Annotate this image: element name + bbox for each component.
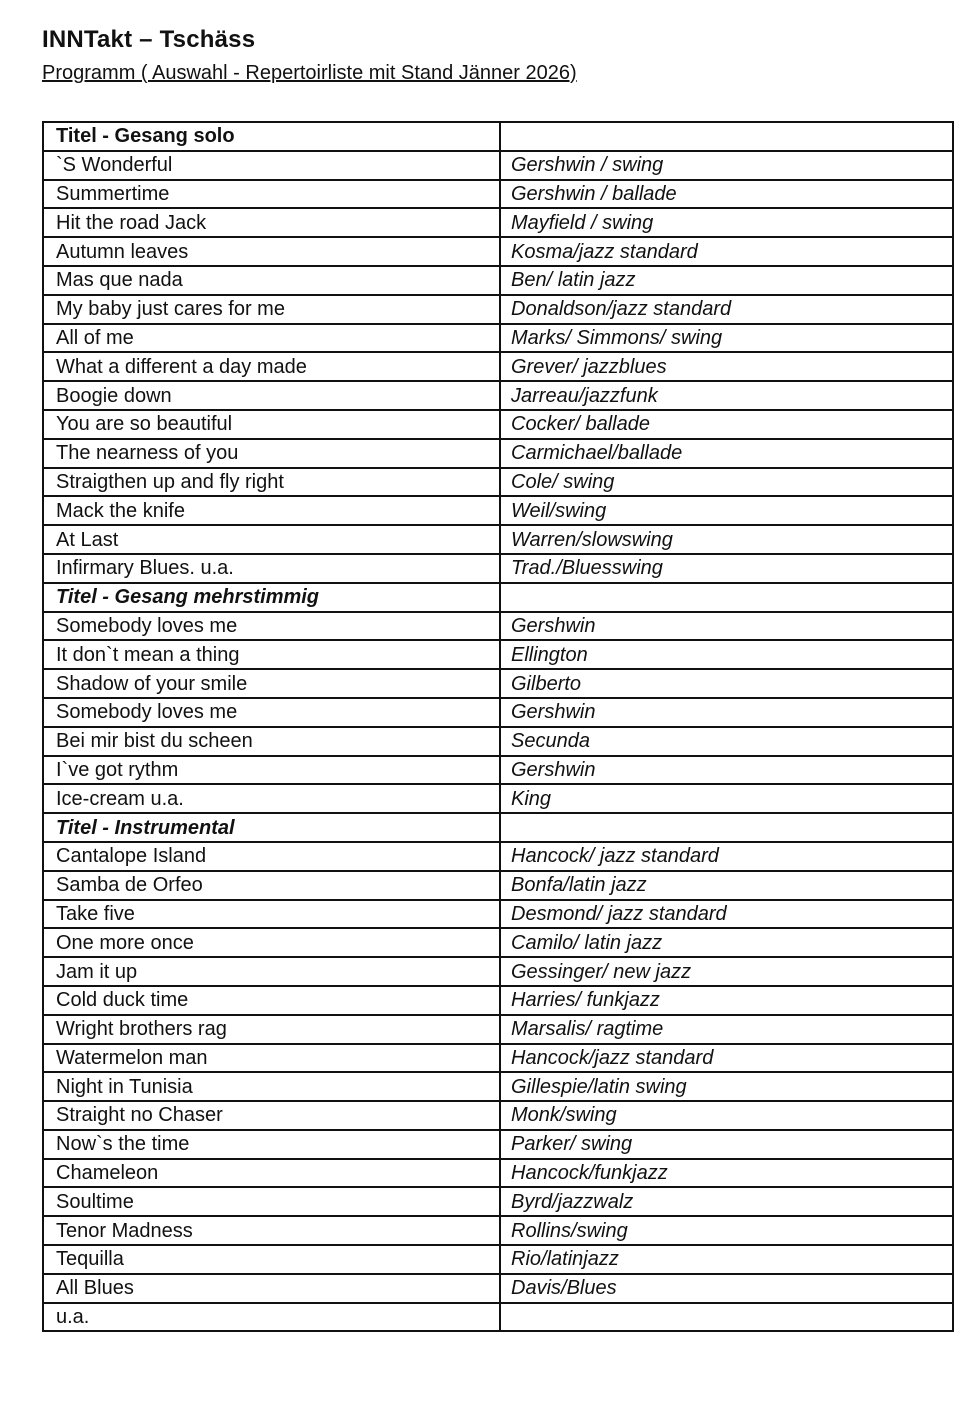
song-title-cell: Straigthen up and fly right xyxy=(43,468,500,497)
composer-style-cell: Jarreau/jazzfunk xyxy=(500,381,953,410)
song-title-cell: Infirmary Blues. u.a. xyxy=(43,554,500,583)
song-title-cell: Straight no Chaser xyxy=(43,1101,500,1130)
song-title-cell: Chameleon xyxy=(43,1159,500,1188)
table-row xyxy=(43,381,953,410)
composer-style-cell: Hancock/jazz standard xyxy=(500,1044,953,1073)
composer-style-cell: Gillespie/latin swing xyxy=(500,1072,953,1101)
song-title-cell: The nearness of you xyxy=(43,439,500,468)
song-title-cell: Take five xyxy=(43,900,500,929)
table-row xyxy=(43,324,953,353)
table-row xyxy=(43,612,953,641)
composer-style-cell: Gershwin xyxy=(500,612,953,641)
table-row xyxy=(43,1015,953,1044)
table-row xyxy=(43,151,953,180)
table-row xyxy=(43,1159,953,1188)
song-title-cell: Tequilla xyxy=(43,1245,500,1274)
song-title-cell: What a different a day made xyxy=(43,352,500,381)
table-row xyxy=(43,266,953,295)
song-title-cell: You are so beautiful xyxy=(43,410,500,439)
section-header-row xyxy=(43,813,953,842)
table-row xyxy=(43,727,953,756)
song-title-cell: At Last xyxy=(43,525,500,554)
composer-style-cell: Trad./Bluesswing xyxy=(500,554,953,583)
composer-style-cell: Parker/ swing xyxy=(500,1130,953,1159)
song-title-cell: Ice-cream u.a. xyxy=(43,784,500,813)
composer-style-cell: Gessinger/ new jazz xyxy=(500,957,953,986)
table-row xyxy=(43,1274,953,1303)
song-title-cell: Wright brothers rag xyxy=(43,1015,500,1044)
composer-style-cell: Mayfield / swing xyxy=(500,208,953,237)
repertoire-table xyxy=(42,121,954,1332)
composer-style-cell: Cocker/ ballade xyxy=(500,410,953,439)
composer-style-cell: Desmond/ jazz standard xyxy=(500,900,953,929)
table-row xyxy=(43,698,953,727)
song-title-cell: u.a. xyxy=(43,1303,500,1332)
table-row xyxy=(43,1101,953,1130)
song-title-cell: Tenor Madness xyxy=(43,1216,500,1245)
song-title-cell: Watermelon man xyxy=(43,1044,500,1073)
composer-style-cell: Grever/ jazzblues xyxy=(500,352,953,381)
song-title-cell: Summertime xyxy=(43,180,500,209)
section-heading: Titel - Instrumental xyxy=(43,813,500,842)
table-row xyxy=(43,842,953,871)
composer-style-cell: Byrd/jazzwalz xyxy=(500,1187,953,1216)
table-row xyxy=(43,1303,953,1332)
table-row xyxy=(43,928,953,957)
composer-style-cell: Donaldson/jazz standard xyxy=(500,295,953,324)
song-title-cell: Night in Tunisia xyxy=(43,1072,500,1101)
table-row xyxy=(43,1216,953,1245)
composer-style-cell: Davis/Blues xyxy=(500,1274,953,1303)
composer-style-cell: Camilo/ latin jazz xyxy=(500,928,953,957)
page-subtitle: Programm ( Auswahl - Repertoirliste mit Stand Jänner 2026) xyxy=(42,62,577,84)
table-row xyxy=(43,1187,953,1216)
song-title-cell: Mack the knife xyxy=(43,496,500,525)
table-row xyxy=(43,496,953,525)
song-title-cell: Hit the road Jack xyxy=(43,208,500,237)
song-title-cell: Samba de Orfeo xyxy=(43,871,500,900)
song-title-cell: Somebody loves me xyxy=(43,698,500,727)
table-row xyxy=(43,784,953,813)
composer-style-cell: Secunda xyxy=(500,727,953,756)
table-row xyxy=(43,180,953,209)
song-title-cell: It don`t mean a thing xyxy=(43,640,500,669)
repertoire-table-body xyxy=(43,122,953,1331)
song-title-cell: My baby just cares for me xyxy=(43,295,500,324)
section-heading: Titel - Gesang mehrstimmig xyxy=(43,583,500,612)
table-row xyxy=(43,986,953,1015)
table-row xyxy=(43,295,953,324)
composer-style-cell: Rollins/swing xyxy=(500,1216,953,1245)
table-row xyxy=(43,900,953,929)
song-title-cell: Cantalope Island xyxy=(43,842,500,871)
table-row xyxy=(43,871,953,900)
section-header-row xyxy=(43,583,953,612)
song-title-cell: Autumn leaves xyxy=(43,237,500,266)
composer-style-cell: Gershwin / ballade xyxy=(500,180,953,209)
composer-style-cell: Marks/ Simmons/ swing xyxy=(500,324,953,353)
table-row xyxy=(43,957,953,986)
table-row xyxy=(43,439,953,468)
song-title-cell: Jam it up xyxy=(43,957,500,986)
composer-style-cell: King xyxy=(500,784,953,813)
song-title-cell: Now`s the time xyxy=(43,1130,500,1159)
table-row xyxy=(43,525,953,554)
composer-style-cell: Hancock/ jazz standard xyxy=(500,842,953,871)
song-title-cell: `S Wonderful xyxy=(43,151,500,180)
table-row xyxy=(43,352,953,381)
table-row xyxy=(43,669,953,698)
table-row xyxy=(43,1130,953,1159)
table-row xyxy=(43,208,953,237)
section-heading-empty-cell xyxy=(500,583,953,612)
table-row xyxy=(43,237,953,266)
composer-style-cell: Gershwin xyxy=(500,698,953,727)
song-title-cell: All Blues xyxy=(43,1274,500,1303)
composer-style-cell: Kosma/jazz standard xyxy=(500,237,953,266)
composer-style-cell: Hancock/funkjazz xyxy=(500,1159,953,1188)
composer-style-cell: Harries/ funkjazz xyxy=(500,986,953,1015)
table-row xyxy=(43,1245,953,1274)
table-row xyxy=(43,1044,953,1073)
table-row xyxy=(43,1072,953,1101)
section-heading-empty-cell xyxy=(500,813,953,842)
song-title-cell: Cold duck time xyxy=(43,986,500,1015)
composer-style-cell: Warren/slowswing xyxy=(500,525,953,554)
song-title-cell: I`ve got rythm xyxy=(43,756,500,785)
composer-style-cell: Bonfa/latin jazz xyxy=(500,871,953,900)
song-title-cell: Somebody loves me xyxy=(43,612,500,641)
composer-style-cell: Gershwin / swing xyxy=(500,151,953,180)
song-title-cell: Soultime xyxy=(43,1187,500,1216)
table-row xyxy=(43,554,953,583)
table-row xyxy=(43,410,953,439)
section-heading: Titel - Gesang solo xyxy=(43,122,500,151)
composer-style-cell: Ben/ latin jazz xyxy=(500,266,953,295)
song-title-cell: One more once xyxy=(43,928,500,957)
composer-style-cell: Rio/latinjazz xyxy=(500,1245,953,1274)
composer-style-cell: Ellington xyxy=(500,640,953,669)
composer-style-cell: Gershwin xyxy=(500,756,953,785)
composer-style-cell: Weil/swing xyxy=(500,496,953,525)
table-row xyxy=(43,640,953,669)
song-title-cell: Bei mir bist du scheen xyxy=(43,727,500,756)
song-title-cell: Mas que nada xyxy=(43,266,500,295)
section-header-row xyxy=(43,122,953,151)
composer-style-cell: Carmichael/ballade xyxy=(500,439,953,468)
section-heading-empty-cell xyxy=(500,122,953,151)
song-title-cell: Shadow of your smile xyxy=(43,669,500,698)
song-title-cell: All of me xyxy=(43,324,500,353)
composer-style-cell: Marsalis/ ragtime xyxy=(500,1015,953,1044)
table-row xyxy=(43,756,953,785)
page-title: INNTakt – Tschäss xyxy=(42,26,256,53)
song-title-cell: Boogie down xyxy=(43,381,500,410)
composer-style-cell: Gilberto xyxy=(500,669,953,698)
table-row xyxy=(43,468,953,497)
composer-style-cell: Cole/ swing xyxy=(500,468,953,497)
composer-style-cell: Monk/swing xyxy=(500,1101,953,1130)
composer-style-cell xyxy=(500,1303,953,1332)
